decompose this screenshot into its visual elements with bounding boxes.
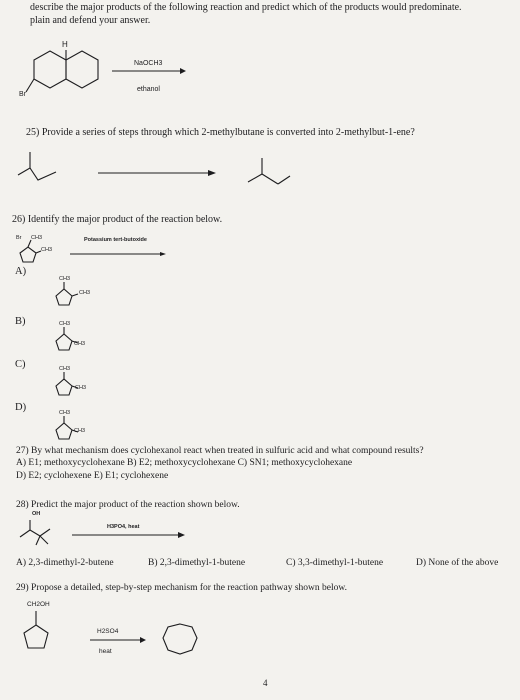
- question-26-prompt: 26) Identify the major product of the reaction below.: [12, 214, 223, 225]
- question-24-h-label: H: [62, 40, 68, 49]
- question-26-sm-ch3-top: CH3: [31, 235, 43, 241]
- question-28-oh-label: OH: [32, 511, 41, 517]
- question-24-br-label: Br: [19, 91, 26, 98]
- question-26-option-b-ch3-side: CH3: [74, 341, 86, 347]
- question-26-option-d-label: D): [15, 402, 27, 413]
- question-26-option-a-ch3-top: CH3: [59, 276, 71, 282]
- question-24-reagent-bottom: ethanol: [137, 86, 160, 93]
- question-29-reagent-bottom: heat: [99, 648, 112, 655]
- question-27-prompt: 27) By what mechanism does cyclohexanol react when treated in sulfuric acid and what compound results?: [16, 446, 424, 456]
- question-26-option-d-ch3-top: CH3: [59, 410, 71, 416]
- question-26-option-c-ch3-side: CH3: [75, 385, 87, 391]
- question-27-choices-line1: A) E1; methoxycyclohexane B) E2; methoxycyclohexane C) SN1; methoxycyclohexane: [16, 458, 353, 468]
- question-26-sm-ch3-side: CH3: [41, 247, 53, 253]
- page-number: 4: [263, 678, 268, 688]
- question-26-option-b-ch3-top: CH3: [59, 321, 71, 327]
- question-26-option-b-label: B): [15, 316, 26, 327]
- question-29-reagent-top: H2SO4: [97, 628, 119, 635]
- question-28-reagent: H3PO4, heat: [107, 524, 140, 530]
- question-24-instruction-line1: describe the major products of the following reaction and predict which of the products would predominate.: [30, 2, 462, 13]
- question-26-reagent: Potassium tert-butoxide: [84, 237, 147, 243]
- question-24-reagent-top: NaOCH3: [134, 60, 163, 67]
- question-28-option-b: B) 2,3-dimethyl-1-butene: [148, 558, 246, 568]
- question-26-option-c-ch3-top: CH3: [59, 366, 71, 372]
- question-26-option-a-ch3-side: CH3: [79, 290, 91, 296]
- question-29-sm-label: CH2OH: [27, 601, 50, 608]
- question-28-prompt: 28) Predict the major product of the reaction shown below.: [16, 500, 240, 510]
- question-25-prompt: 25) Provide a series of steps through which 2-methylbutane is converted into 2-methylbut-1-ene?: [26, 127, 415, 138]
- question-28-option-d: D) None of the above: [416, 558, 499, 568]
- question-26-option-a-label: A): [15, 266, 27, 277]
- question-27-choices-line2: D) E2; cyclohexene E) E1; cyclohexene: [16, 471, 169, 481]
- question-24-instruction-line2: plain and defend your answer.: [30, 15, 151, 26]
- question-26-option-d-ch3-side: CH3: [74, 428, 86, 434]
- question-26-sm-br: Br: [16, 235, 22, 241]
- question-28-option-a: A) 2,3-dimethyl-2-butene: [16, 558, 114, 568]
- question-29-prompt: 29) Propose a detailed, step-by-step mechanism for the reaction pathway shown below.: [16, 583, 347, 593]
- question-28-option-c: C) 3,3-dimethyl-1-butene: [286, 558, 384, 568]
- question-26-option-c-label: C): [15, 359, 26, 370]
